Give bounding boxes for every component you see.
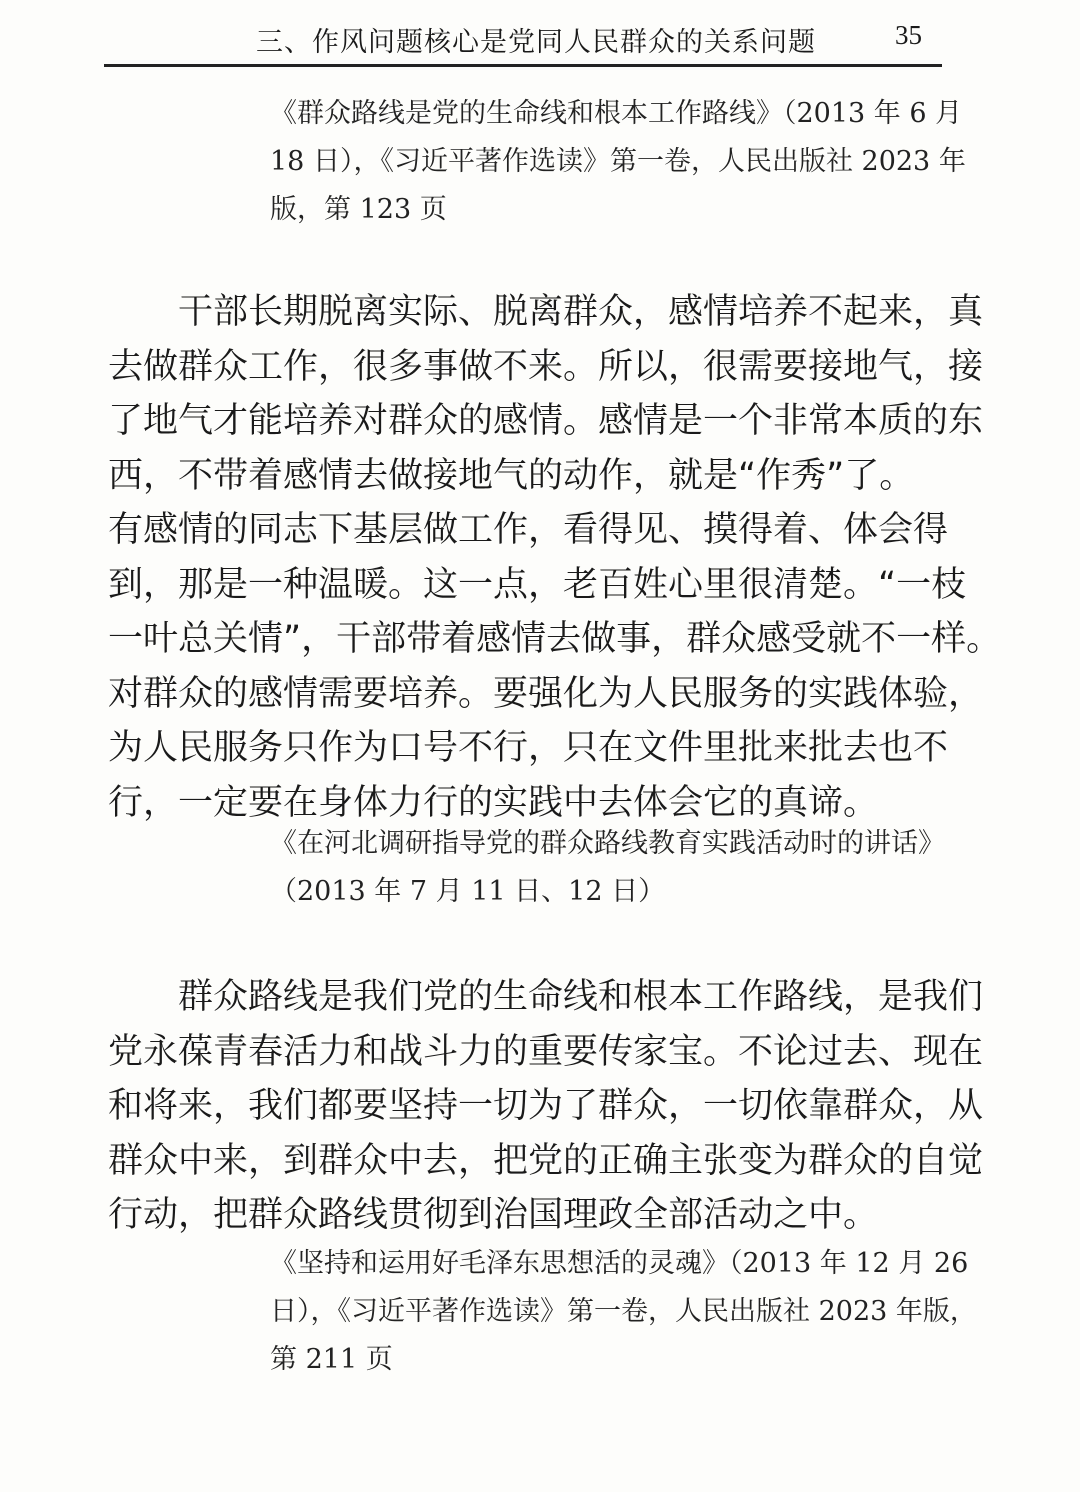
paragraph-line: 行，一定要在身体力行的实践中去体会它的真谛。	[108, 782, 879, 823]
running-header	[104, 14, 942, 67]
page-number: 35	[895, 20, 922, 50]
source-citation-3	[270, 1240, 977, 1384]
citation-line: （2013 年 7 月 11 日、12 日）	[270, 876, 666, 907]
paragraph-line: 对群众的感情需要培养。要强化为人民服务的实践体验，	[108, 673, 984, 714]
paragraph-line: 到，那是一种温暖。这一点，老百姓心里很清楚。“一枝	[108, 564, 967, 605]
paragraph-line: 党永葆青春活力和战斗力的重要传家宝。不论过去、现在	[108, 1031, 984, 1072]
citation-line: 18 日），《习近平著作选读》第一卷，人民出版社 2023 年	[270, 146, 966, 177]
source-citation-2	[270, 820, 945, 916]
paragraph-line: 西，不带着感情去做接地气的动作，就是“作秀”了。	[108, 455, 915, 496]
citation-line: 《群众路线是党的生命线和根本工作路线》（2013 年 6 月	[270, 98, 963, 129]
citation-line: 《坚持和运用好毛泽东思想活的灵魂》（2013 年 12 月 26	[270, 1248, 969, 1279]
quote-paragraph-2	[108, 970, 983, 1243]
paragraph-line: 群众路线是我们党的生命线和根本工作路线，是我们	[108, 977, 984, 1017]
citation-line: 日），《习近平著作选读》第一卷，人民出版社 2023 年版，	[270, 1296, 977, 1327]
quote-paragraph-1	[108, 285, 1001, 830]
citation-line: 《在河北调研指导党的群众路线教育实践活动时的讲话》	[270, 828, 945, 859]
paragraph-line: 和将来，我们都要坚持一切为了群众，一切依靠群众，从	[108, 1086, 984, 1126]
citation-line: 版，第 123 页	[270, 194, 447, 225]
paragraph-line: 干部长期脱离实际、脱离群众，感情培养不起来，真	[108, 292, 984, 332]
chapter-title: 三、作风问题核心是党同人民群众的关系问题	[256, 27, 816, 58]
paragraph-line: 了地气才能培养对群众的感情。感情是一个非常本质的东	[108, 401, 984, 441]
paragraph-line: 为人民服务只作为口号不行，只在文件里批来批去也不	[108, 728, 949, 768]
citation-line: 第 211 页	[270, 1344, 393, 1375]
paragraph-line: 有感情的同志下基层做工作，看得见、摸得着、体会得	[108, 510, 949, 550]
paragraph-line: 群众中来，到群众中去，把党的正确主张变为群众的自觉	[108, 1140, 984, 1181]
paragraph-line: 一叶总关情”，干部带着感情去做事，群众感受就不一样。	[108, 619, 1002, 659]
paragraph-line: 去做群众工作，很多事做不来。所以，很需要接地气，接	[108, 346, 984, 387]
source-citation-1	[270, 90, 966, 234]
paragraph-line: 行动，把群众路线贯彻到治国理政全部活动之中。	[108, 1195, 879, 1235]
